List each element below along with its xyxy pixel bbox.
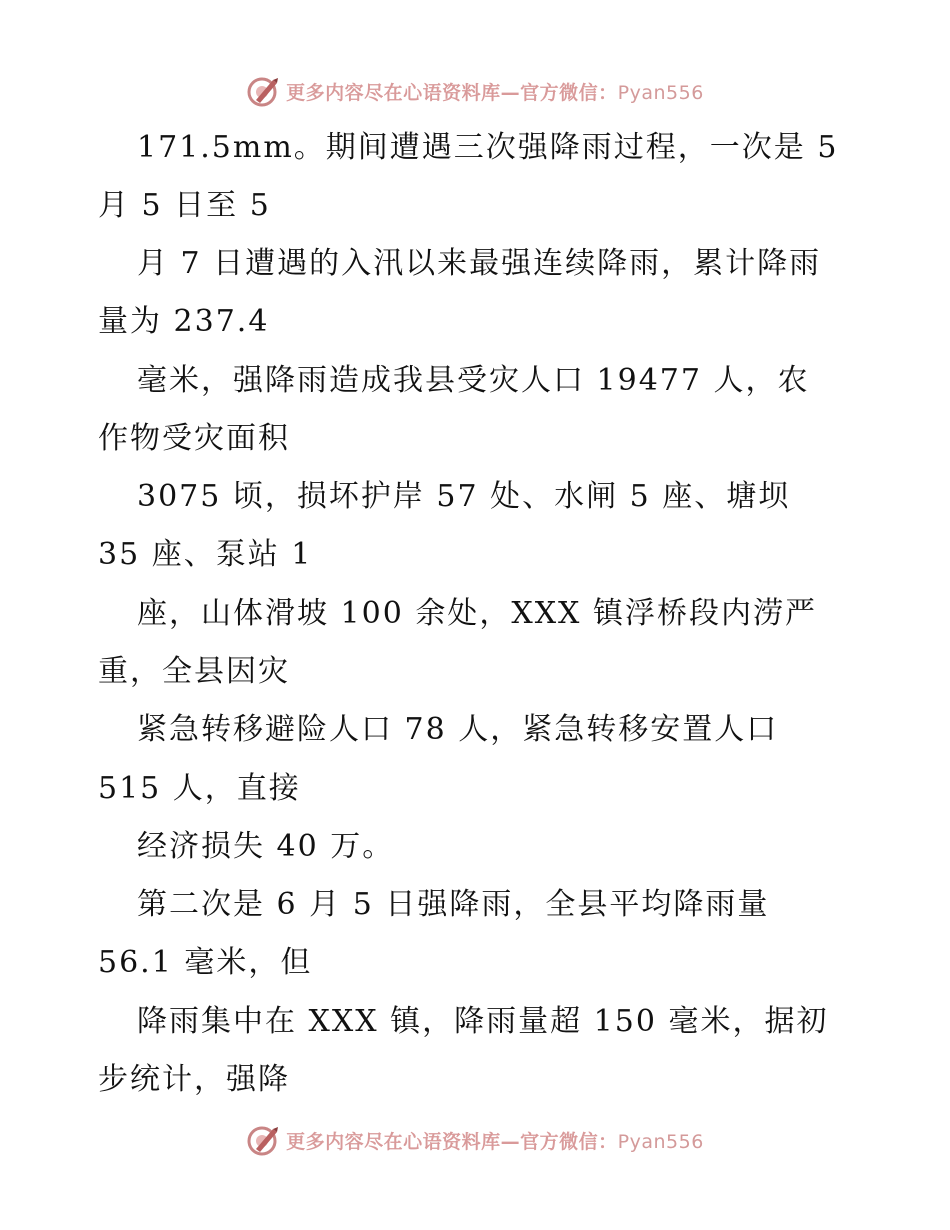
pen-logo-icon xyxy=(246,1123,280,1157)
body-line-8: 35 座、泵站 1 xyxy=(98,537,313,572)
body-line-15: 56.1 毫米，但 xyxy=(98,945,313,980)
body-line-10: 重，全县因灾 xyxy=(98,654,290,689)
body-line-3: 月 7 日遭遇的入汛以来最强连续降雨，累计降雨 xyxy=(137,246,822,281)
body-line-12: 515 人，直接 xyxy=(98,771,301,806)
body-line-9: 座，山体滑坡 100 余处，XXX 镇浮桥段内涝严 xyxy=(137,596,817,631)
body-line-11: 紧急转移避险人口 78 人，紧急转移安置人口 xyxy=(137,712,779,747)
footer-banner xyxy=(0,1120,950,1160)
body-line-6: 作物受灾面积 xyxy=(98,421,290,456)
body-line-4: 量为 237.4 xyxy=(98,304,270,339)
body-line-5: 毫米，强降雨造成我县受灾人口 19477 人，农 xyxy=(137,363,810,398)
header-banner-text: 更多内容尽在心语资料库—官方微信： xyxy=(286,81,618,104)
body-line-1: 171.5mm。期间遭遇三次强降雨过程，一次是 5 xyxy=(137,130,839,165)
body-line-7: 3075 顷，损坏护岸 57 处、水闸 5 座、塘坝 xyxy=(137,479,791,514)
body-line-13: 经济损失 40 万。 xyxy=(137,829,395,864)
header-banner-handle: Pyan556 xyxy=(617,81,704,104)
body-line-14: 第二次是 6 月 5 日强降雨，全县平均降雨量 xyxy=(137,887,770,922)
body-line-17: 步统计，强降 xyxy=(98,1062,290,1097)
footer-banner-text: 更多内容尽在心语资料库—官方微信： xyxy=(286,1130,618,1153)
body-line-16: 降雨集中在 XXX 镇，降雨量超 150 毫米，据初 xyxy=(137,1004,829,1039)
footer-banner-handle: Pyan556 xyxy=(617,1130,704,1153)
body-line-2: 月 5 日至 5 xyxy=(98,188,271,223)
